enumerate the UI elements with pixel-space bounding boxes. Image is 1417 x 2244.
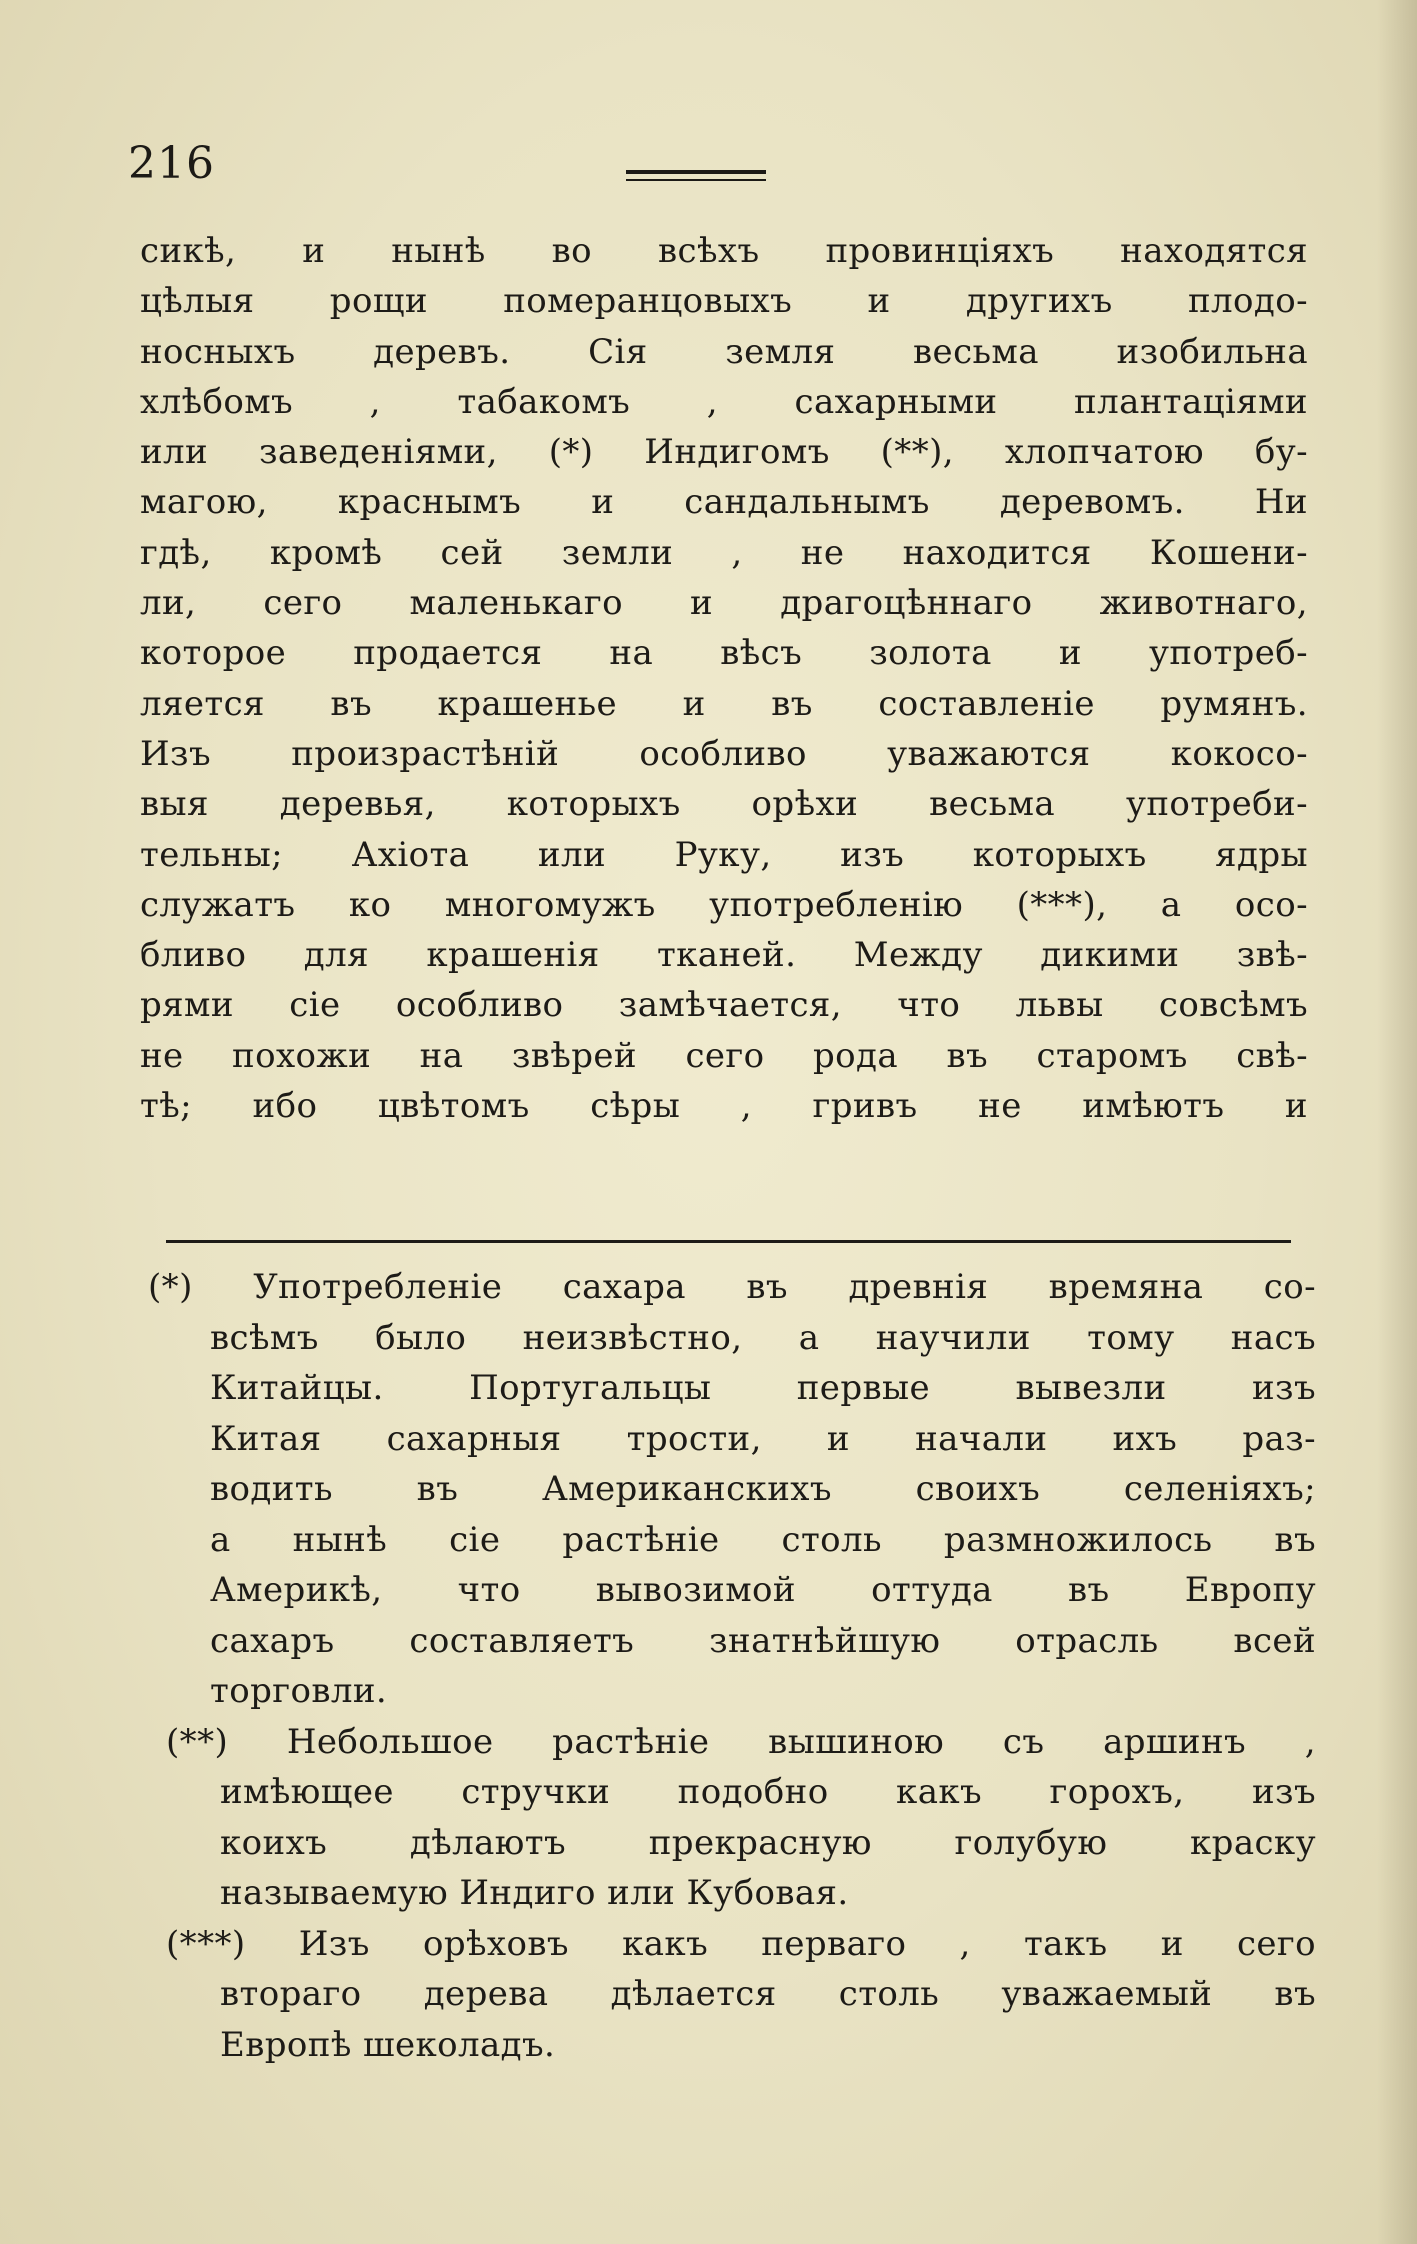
footnotes-block bbox=[148, 1262, 1316, 2070]
footnote-line: Европѣ шеколадъ. bbox=[220, 2024, 556, 2065]
main-text-block bbox=[140, 226, 1308, 1131]
text-line: носныхъ деревъ. Сія земля весьма изобильна bbox=[140, 331, 1308, 372]
footnote-separator bbox=[166, 1240, 1291, 1243]
text-line: которое продается на вѣсъ золота и употреб- bbox=[140, 633, 1308, 674]
footnote-3 bbox=[148, 1919, 1316, 2071]
text-line: гдѣ, кромѣ сей земли , не находится Кошени- bbox=[140, 532, 1308, 573]
text-line: ли, сего маленькаго и драгоцѣннаго животнаго, bbox=[140, 583, 1308, 624]
text-line: ляется въ крашенье и въ составленіе румянъ. bbox=[140, 683, 1308, 724]
footnote-2 bbox=[148, 1717, 1316, 1919]
text-line: Изъ произрастѣній особливо уважаются кокосо- bbox=[140, 733, 1308, 774]
footnote-line: всѣмъ было неизвѣстно, а научили тому насъ bbox=[210, 1317, 1316, 1358]
text-line: цѣлыя рощи померанцовыхъ и другихъ плодо- bbox=[140, 281, 1308, 322]
footnote-1 bbox=[148, 1262, 1316, 1717]
text-line: бливо для крашенія тканей. Между дикими звѣ- bbox=[140, 935, 1308, 976]
text-line: хлѣбомъ , табакомъ , сахарными плантаціями bbox=[140, 381, 1308, 422]
text-line: или заведеніями, (*) Индигомъ (**), хлопчатою бу- bbox=[140, 432, 1308, 473]
text-line: служатъ ко многомужъ употребленію (***), а осо- bbox=[140, 884, 1308, 925]
text-line: магою, краснымъ и сандальнымъ деревомъ. Ни bbox=[140, 482, 1308, 523]
footnote-line: имѣющее стручки подобно какъ горохъ, изъ bbox=[220, 1772, 1316, 1812]
footnote-line: (*) Употребленіе сахара въ древнія времяна со- bbox=[148, 1267, 1316, 1307]
footnote-line: (***) Изъ орѣховъ какъ перваго , такъ и сего bbox=[166, 1923, 1316, 1964]
text-line: не похожи на звѣрей сего рода въ старомъ свѣ- bbox=[140, 1035, 1308, 1076]
text-line: выя деревья, которыхъ орѣхи весьма употреби- bbox=[140, 784, 1308, 825]
text-line: тѣ; ибо цвѣтомъ сѣры , гривъ не имѣютъ и bbox=[140, 1086, 1308, 1127]
footnote-line: а нынѣ сіе растѣніе столь размножилось въ bbox=[210, 1519, 1316, 1560]
footnote-line: втораго дерева дѣлается столь уважаемый въ bbox=[220, 1974, 1316, 2014]
header-ornament-rule bbox=[626, 170, 766, 186]
footnote-line: коихъ дѣлаютъ прекрасную голубую краску bbox=[220, 1822, 1316, 1863]
text-line: тельны; Ахіота или Руку, изъ которыхъ ядры bbox=[140, 834, 1308, 875]
footnote-line: называемую Индиго или Кубовая. bbox=[220, 1873, 849, 1913]
page-number: 216 bbox=[128, 138, 215, 189]
footnote-line: водить въ Американскихъ своихъ селеніяхъ; bbox=[210, 1469, 1316, 1509]
footnote-line: торговли. bbox=[210, 1671, 388, 1711]
text-line: сикѣ, и нынѣ во всѣхъ провинціяхъ находятся bbox=[140, 231, 1308, 271]
footnote-line: (**) Небольшое растѣніе вышиною съ аршинъ , bbox=[166, 1721, 1316, 1762]
footnote-line: Китайцы. Португальцы первые вывезли изъ bbox=[210, 1368, 1316, 1408]
text-line: рями сіе особливо замѣчается, что львы совсѣмъ bbox=[140, 985, 1308, 1026]
page-edge-shadow bbox=[1377, 0, 1417, 2244]
footnote-line: сахаръ составляетъ знатнѣйшую отрасль всей bbox=[210, 1620, 1316, 1661]
footnote-line: Америкѣ, что вывозимой оттуда въ Европу bbox=[210, 1570, 1316, 1610]
footnote-line: Китая сахарныя трости, и начали ихъ раз- bbox=[210, 1418, 1316, 1459]
